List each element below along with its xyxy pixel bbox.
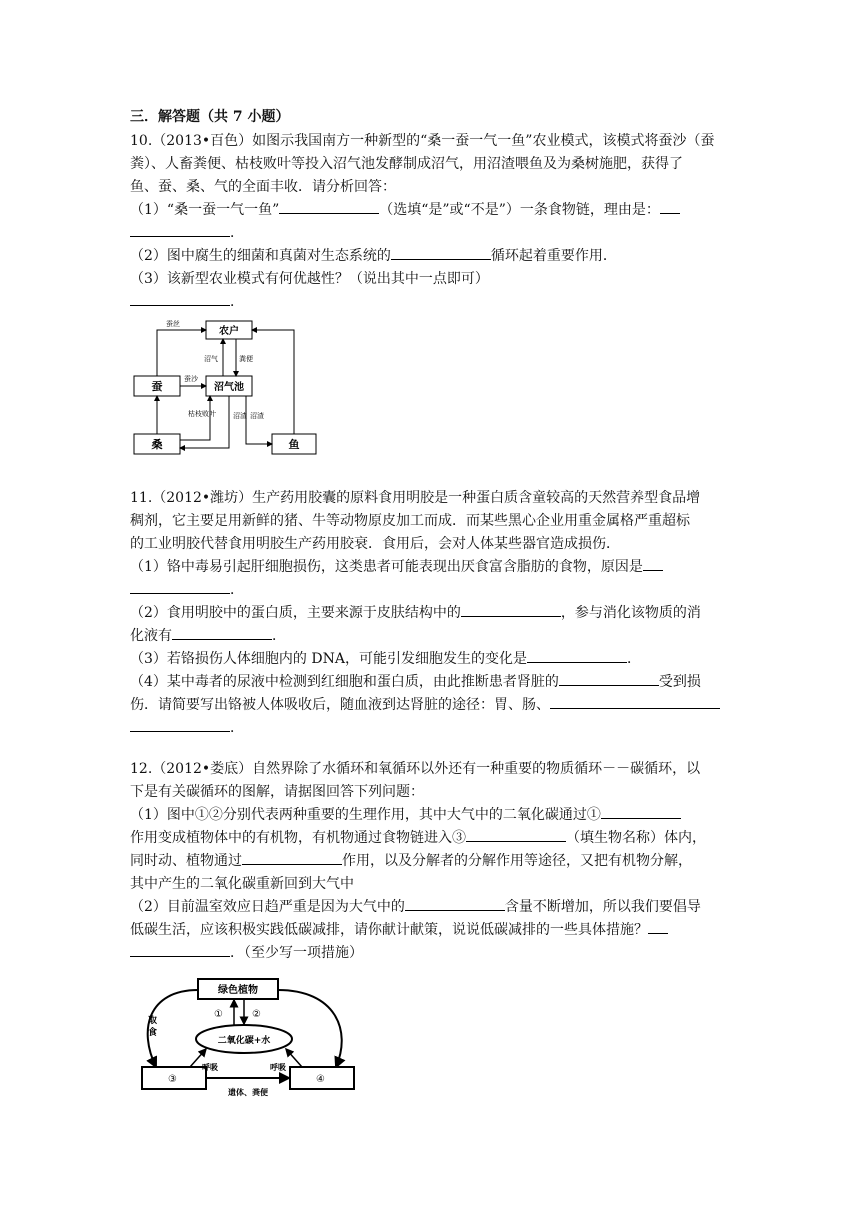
q12-part2-blank1[interactable] [405,896,505,911]
q12-part2-text2: 含量不断增加，所以我们要倡导 [504,899,701,915]
label-remains: 遗体、粪便 [228,1088,268,1097]
q11-part4-text2: 受到损 [658,674,701,690]
label-qu: 取 [148,1016,158,1026]
q12-diagram [130,975,362,1103]
q11-part2-blank2[interactable] [172,625,272,640]
label-n1: ① [214,1009,223,1020]
q11-part3-end: ． [626,651,641,667]
q12-part1-text: （1）图中①②分别代表两种重要的生理作用，其中大气中的二氧化碳通过① [130,807,601,823]
q10-part3-text: （3）该新型农业模式有何优越性？（说出其中一点即可） [130,271,489,287]
q10-stem-line3: 鱼、蚕、桑、气的全面丰收．请分析回答： [130,179,396,195]
q12-part2-text3: 低碳生活，应该积极实践低碳减排，请你献计献策，说说低碳减排的一些具体措施？ [130,922,648,938]
label-sang: 桑 [151,438,163,451]
q12-part1-blank1[interactable] [601,804,681,819]
q11-part3-text: （3）若铬损伤人体细胞内的 DNA，可能引发细胞发生的变化是 [130,651,527,667]
q11-part1-blank-a[interactable] [643,556,663,571]
q11-part2-text3: 化液有 [130,628,172,644]
label-yu: 鱼 [288,438,300,451]
q11-stem-line1: 11.（2012•潍坊）生产药用胶囊的原料食用明胶是一种蛋白质含童较高的天然营养型食品增 [130,490,701,506]
q10-stem-line2: 粪）、人畜粪便、枯枝败叶等投入沼气池发酵制成沼气，用沼渣喂鱼及为桑树施肥，获得了 [130,156,683,172]
q12-part1-blank3[interactable] [242,850,342,865]
q11-part2-blank1[interactable] [461,602,561,617]
label-resp-right: 呼吸 [270,1063,286,1072]
label-resp-left: 呼吸 [202,1063,218,1072]
q12-part1-blank2[interactable] [466,827,566,842]
arrow-resp-right [286,1049,302,1067]
q11-part4-blank2a[interactable] [550,694,720,709]
q12-part1-text3: （填生物名称）体内， [566,830,706,846]
q12-part2-blank2a[interactable] [648,919,668,934]
label-cansi: 蚕丝 [166,320,180,328]
label-zhaozha1: 沼渣 [233,412,247,420]
q10-diagram [130,318,320,458]
label-shi: 食 [148,1028,158,1038]
q12-part2-blank2b[interactable] [130,942,230,957]
label-nonghu: 农户 [219,326,239,337]
arrow-can-nonghu [157,330,206,376]
q10-part3-end: ． [230,294,244,310]
q11-stem-line3: 的工业明胶代替食用明胶生产药用胶衰．食用后，会对人体某些器官造成损伤． [130,536,620,552]
q12-stem-line1: 12.（2012•娄底）自然界除了水循环和氧循环以外还有一种重要的物质循环－－碳循环，以 [130,761,701,777]
q11-part2-text: （2）食用明胶中的蛋白质，主要来源于皮肤结构中的 [130,605,461,621]
label-n2: ② [252,1009,261,1020]
label-fenbian: 粪便 [239,355,253,363]
q11-part4-blank2b[interactable] [130,717,230,732]
q10-part2-blank[interactable] [391,245,491,260]
q10-part2-text: （2）图中腐生的细菌和真菌对生态系统的 [130,248,391,264]
section-heading: 三．解答题（共 7 小题） [130,109,290,125]
q11-part1-text: （1）铬中毒易引起肝细胞损伤，这类患者可能表现出厌食富含脂肪的食物，原因是 [130,559,643,575]
arc-right [278,990,342,1067]
q11-stem-line2: 稠剂，它主要足用新鲜的猪、牛等动物原皮加工而成．而某些黑心企业用重金属格严重超标 [130,513,690,529]
label-can: 蚕 [151,380,163,393]
q11-part1-blank-b[interactable] [130,579,230,594]
q10-part1-text: （1）“桑一蚕一气一鱼” [130,202,280,218]
q11-part4-end: ． [230,720,244,736]
q12-part1-text6: 其中产生的二氧化碳重新回到大气中 [130,876,354,892]
q11-part4-text3: 伤．请简要写出铬被人体吸收后，随血液到达肾脏的途径：胃、肠、 [130,697,550,713]
q10-part1-blank2a[interactable] [660,199,680,214]
q11-part4-blank1[interactable] [559,671,659,686]
q10-part1-blank2b[interactable] [130,222,230,237]
label-co2: 二氧化碳+水 [217,1036,271,1046]
label-kuzhi: 枯枝败叶 [188,410,216,418]
q12-part2-text: （2）目前温室效应日趋严重是因为大气中的 [130,899,405,915]
question-11 [130,487,730,740]
q10-part1-blank1[interactable] [279,199,379,214]
q12-part1-text5: 作用，以及分解者的分解作用等途径，又把有机物分解， [342,853,692,869]
q12-part2-text4: ．（至少写一项措施） [230,945,363,961]
label-plant: 绿色植物 [218,985,258,996]
label-zhaozha2: 沼渣 [250,412,264,420]
q10-stem [130,130,730,314]
q11-part2-text2: ，参与消化该物质的消 [560,605,701,621]
label-n4: ④ [316,1074,325,1085]
q11-part3-blank[interactable] [527,648,627,663]
label-zhaoqichi: 沼气池 [214,382,244,393]
q12-part1-text4: 同时动、植物通过 [130,853,242,869]
label-cansha: 蚕沙 [184,375,198,383]
q12-stem-line2: 下是有关碳循环的图解，请据图回答下列问题： [130,784,424,800]
arrow-zhaozha-yu [246,396,272,444]
q11-part1-end: ． [230,582,244,598]
q11-part2-end: ． [272,628,286,644]
label-zhaoqi: 沼气 [204,355,218,363]
q10-stem-line1: 10.（2013•百色）如图示我国南方一种新型的“桑一蚕一气一鱼”农业模式，该模式将蚕沙（蚕 [130,133,715,149]
q11-part4-text: （4）某中毒者的尿液中检测到红细胞和蛋白质，由此推断患者肾脏的 [130,674,559,690]
label-n3: ③ [168,1074,177,1085]
q10-part1-text2: （选填“是”或“不是”）一条食物链，理由是： [379,202,660,218]
q10-part3-blank[interactable] [130,291,230,306]
arrow-kuzhi [180,396,210,440]
q10-part1-end: ． [230,225,244,241]
q10-part2-text2: 循环起着重要作用． [490,248,617,264]
q12-text [130,758,730,965]
q12-part1-text2: 作用变成植物体中的有机物，有机物通过食物链进入③ [130,830,466,846]
